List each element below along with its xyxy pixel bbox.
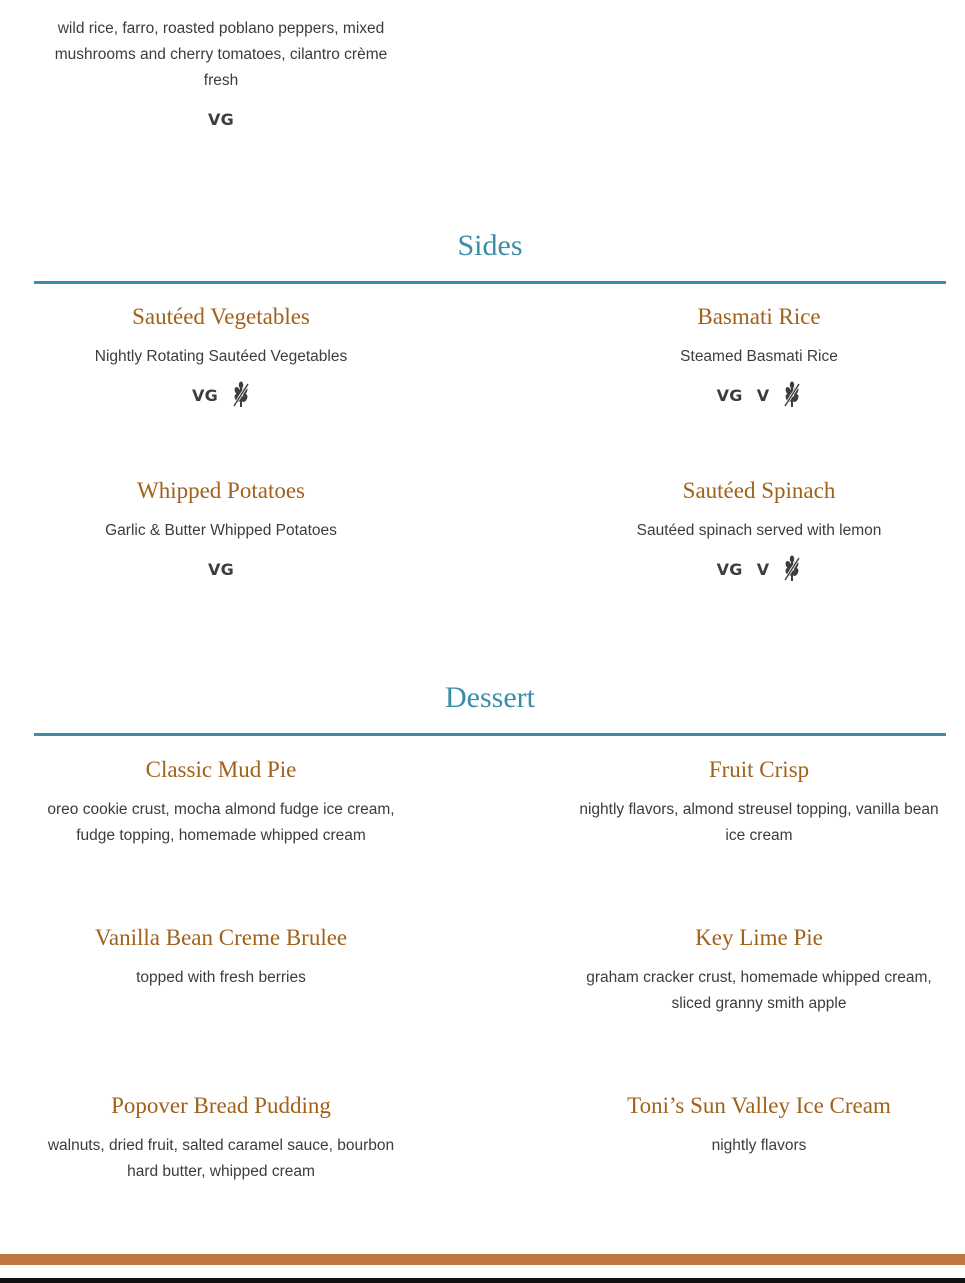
menu-item (570, 755, 948, 849)
gluten-free-wheat-icon (232, 381, 250, 409)
vegetarian-badge-icon: VG (716, 559, 743, 579)
footer-accent-bar (0, 1254, 965, 1265)
item-title: Popover Bread Pudding (111, 1093, 331, 1118)
item-description: nightly flavors, almond streusel topping, vanilla bean ice cream (579, 801, 939, 844)
menu-item (570, 1091, 948, 1159)
item-title: Basmati Rice (697, 304, 821, 329)
vegetarian-badge-icon: VG (716, 385, 743, 405)
vegetarian-badge-icon: VG (207, 109, 235, 129)
menu-item (34, 755, 408, 849)
section-divider (34, 733, 946, 736)
item-description: wild rice, farro, roasted poblano peppers, mixed mushrooms and cherry tomatoes, cilantro crème fresh (54, 20, 388, 89)
dietary-icons (34, 380, 408, 410)
item-description: Steamed Basmati Rice (680, 348, 838, 365)
item-title: Fruit Crisp (708, 757, 810, 782)
dietary-icons (570, 554, 948, 584)
vegetarian-badge-icon: VG (207, 559, 235, 579)
menu-item-top (40, 16, 402, 134)
footer-divider (0, 1278, 965, 1283)
menu-item (570, 923, 948, 1017)
item-title: Toni’s Sun Valley Ice Cream (627, 1093, 891, 1118)
item-description: nightly flavors (711, 1137, 807, 1154)
menu-item (34, 476, 408, 584)
section-title-sides: Sides (457, 229, 523, 262)
section-title-dessert: Dessert (445, 681, 535, 714)
menu-item (570, 476, 948, 584)
item-description: walnuts, dried fruit, salted caramel sauce, bourbon hard butter, whipped cream (47, 1137, 395, 1180)
item-title: Classic Mud Pie (145, 757, 297, 782)
item-description: oreo cookie crust, mocha almond fudge ice cream, fudge topping, homemade whipped cream (47, 801, 395, 844)
gluten-free-wheat-icon (783, 381, 801, 409)
dietary-icons (40, 104, 402, 134)
item-title: Sautéed Vegetables (132, 304, 310, 329)
menu-item (34, 923, 408, 991)
section-divider (34, 281, 946, 284)
vegan-badge-icon: V (756, 385, 770, 405)
item-description: Sautéed spinach served with lemon (636, 522, 882, 539)
menu-item (34, 1091, 408, 1185)
item-description: graham cracker crust, homemade whipped cream, sliced granny smith apple (586, 969, 932, 1012)
gluten-free-wheat-icon (783, 555, 801, 583)
item-description: topped with fresh berries (136, 969, 306, 986)
dietary-icons (34, 554, 408, 584)
item-title: Key Lime Pie (695, 925, 823, 950)
dietary-icons (570, 380, 948, 410)
item-title: Whipped Potatoes (137, 478, 305, 503)
menu-item (34, 302, 408, 410)
vegetarian-badge-icon: VG (191, 385, 219, 405)
item-description: Garlic & Butter Whipped Potatoes (105, 522, 337, 539)
item-title: Sautéed Spinach (682, 478, 836, 503)
item-title: Vanilla Bean Creme Brulee (94, 925, 348, 950)
item-description: Nightly Rotating Sautéed Vegetables (94, 348, 348, 365)
menu-item (570, 302, 948, 410)
vegan-badge-icon: V (756, 559, 770, 579)
